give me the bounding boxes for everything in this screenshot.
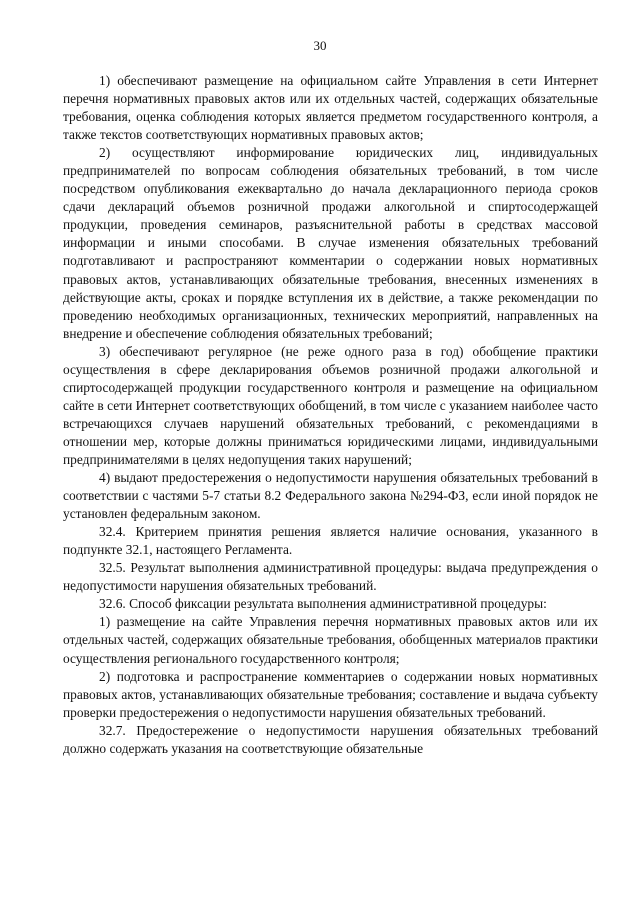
document-body	[63, 72, 598, 758]
paragraph-item-3-generalization: 3) обеспечивают регулярное (не реже одного раза в год) обобщение практики осуществления в сфере декларирования объемов розничной продажи алкогольной и спиртосодержащей продукции государственного контроля и размещение на официальном сайте в сети Интернет соответствующих обобщений, в том числе с указанием наиболее часто встречающихся случаев нарушений обязательных требований, с рекомендациями в отношении мер, которые должны приниматься юридическими лицами, индивидуальными предпринимателями в целях недопущения таких нарушений;	[63, 343, 598, 467]
paragraph-item-4-warnings: 4) выдают предостережения о недопустимости нарушения обязательных требований в соответствии с частями 5-7 статьи 8.2 Федерального закона №294-ФЗ, если иной порядок не установлен федеральным законом.	[63, 470, 598, 522]
page-number: 30	[313, 38, 327, 53]
paragraph-32-5: 32.5. Результат выполнения административной процедуры: выдача предупреждения о недопустимости нарушения обязательных требований.	[63, 560, 598, 594]
paragraph-32-7: 32.7. Предостережение о недопустимости нарушения обязательных требований должно содержать указания на соответствующие обязательные	[63, 722, 598, 756]
paragraph-item-1-publication: 1) обеспечивают размещение на официальном сайте Управления в сети Интернет перечня нормативных правовых актов или их отдельных частей, содержащих обязательные требования, оценка соблюдения которых является предметом государственного контроля, а также текстов соответствующих нормативных правовых актов;	[63, 73, 598, 143]
paragraph-32-6-item-1: 1) размещение на сайте Управления перечня нормативных правовых актов или их отдельных частей, содержащих обязательные требования, обобщенных материалов практики осуществления регионального государственного контроля;	[63, 614, 598, 666]
paragraph-32-6-item-2: 2) подготовка и распространение комментариев о содержании новых нормативных правовых актов, устанавливающих обязательные требования; составление и выдача субъекту проверки предостережения о недопустимости нарушения обязательных требований.	[63, 668, 598, 720]
paragraph-32-6: 32.6. Способ фиксации результата выполнения административной процедуры:	[99, 596, 547, 612]
paragraph-32-4: 32.4. Критерием принятия решения является наличие основания, указанного в подпункте 32.1, настоящего Регламента.	[63, 524, 598, 558]
paragraph-item-2-informing: 2) осуществляют информирование юридических лиц, индивидуальных предпринимателей по вопросам соблюдения обязательных требований, в том числе посредством опубликования ежеквартально до начала декларационного периода сроков сдачи деклараций объемов розничной продажи алкогольной и спиртосодержащей продукции, проведения семинаров, разъяснительной работы в средствах массовой информации и иными способами. В случае изменения обязательных требований подготавливают и распространяют комментарии о содержании новых нормативных правовых актов, устанавливающих обязательные требования, внесенных изменениях в действующие акты, сроках и порядке вступления их в действие, а также рекомендации по проведению необходимых организационных, технических мероприятий, направленных на внедрение и обеспечение соблюдения обязательных требований;	[63, 145, 598, 341]
